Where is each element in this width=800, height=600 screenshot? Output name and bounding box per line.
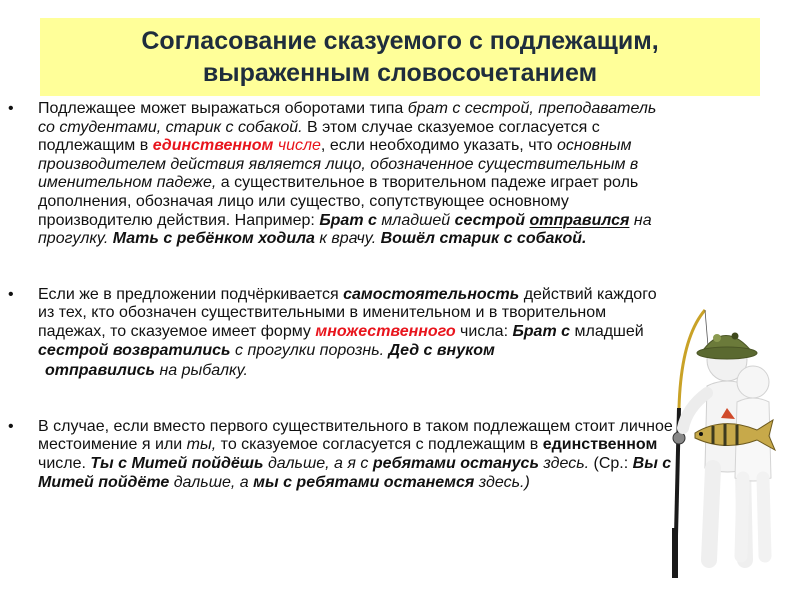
example-italic: дальше, а я с [263,454,373,472]
text: Если же в предложении подчёркивается [38,285,344,303]
bullet-marker: • [8,285,14,303]
slide-body [8,100,673,492]
example-italic: с прогулки порознь. [230,341,385,359]
paragraph-plural-rule [8,286,673,360]
highlight-number: числе [277,137,321,155]
text: , если необходимо указать, что [320,137,558,155]
fishing-figures-icon [665,298,785,588]
text: (Ср.: [589,454,633,472]
example-phrases: брат с сестрой, преподаватель со студентами, старик с собакой. [38,100,657,136]
title-banner [40,18,760,96]
highlight-plural: множественного [315,322,456,340]
example-italic: дальше, а [169,473,254,491]
example-bold: сестрой возвратились [38,341,231,359]
example-bold: Ты [90,454,114,472]
text: то сказуемое согласуется с подлежащим в [216,436,543,454]
example-bold: отправились [45,362,156,380]
highlight-independence: самостоятельность [343,285,520,303]
example-verb-underlined: отправился [529,211,630,229]
example-bold: Вошёл старик с собакой. [380,230,587,248]
example-italic: младшей [376,211,455,229]
paragraph-pronoun-rule [8,418,673,492]
slide-title-line2: выраженным словосочетанием [202,59,598,87]
example-bold: сестрой [454,211,526,229]
example-bold: Брат с [319,211,377,229]
text: Подлежащее может выражаться оборотами типа [38,100,408,117]
text: числе. [38,454,91,472]
example-bold: с Митей пойдёшь [118,454,264,472]
example-italic: ты, [186,436,217,454]
text: младшей [570,322,644,340]
example-bold: Вы с Митей пойдёте [38,454,672,491]
example-bold: Мать с ребёнком ходила [112,230,315,248]
example-italic: здесь. [538,454,590,472]
highlight-singular: единственном [152,137,274,155]
bullet-marker: • [8,417,14,435]
example-italic: здесь.) [474,473,530,491]
paragraph-plural-continuation [8,362,673,381]
highlight-singular: единственном [542,436,658,454]
example-italic: на рыбалку. [155,362,248,380]
example-italic: к врачу. [314,230,377,248]
example-bold: мы с ребятами останемся [253,473,475,491]
italic-definition: основным производителем действия является лицо, обозначенное существительным в именительном падеже, [38,137,639,192]
text: В случае, если вместо первого существительного в таком подлежащем стоит личное местоимение я или [38,417,673,454]
text: действий каждого из тех, кто обозначен существительными в именительном и в творительном падежах, то сказуемое имеет форму [38,285,657,340]
text: числа: [455,322,513,340]
text: а существительное в творительном падеже играет роль дополнения, обозначая лицо или существо, сопутствующее основному производителю действия. Например: [38,174,639,229]
paragraph-singular-rule [8,100,673,249]
example-bold: Брат с [512,322,571,340]
bullet-marker: • [8,100,14,117]
text: В этом случае сказуемое согласуется с подлежащим в [38,118,600,155]
example-italic: на прогулку. [38,211,652,248]
example-bold: Дед с внуком [388,341,495,359]
slide-title-line1: Согласование сказуемого с подлежащим, [141,27,659,55]
example-bold: ребятами останусь [372,454,539,472]
